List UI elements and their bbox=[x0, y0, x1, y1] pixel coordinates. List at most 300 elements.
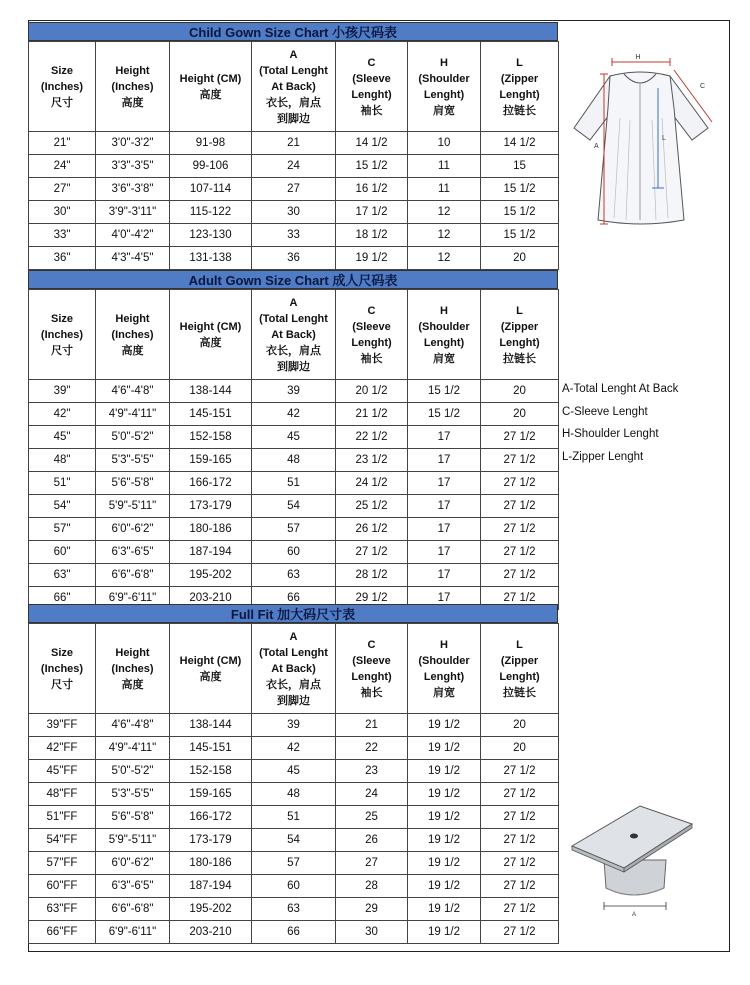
column-header bbox=[29, 42, 96, 132]
table-cell: 203-210 bbox=[170, 921, 252, 944]
header-line: (Inches) bbox=[111, 80, 154, 93]
table-cell: 173-179 bbox=[170, 829, 252, 852]
header-line: (Inches) bbox=[40, 80, 84, 93]
table-cell: 6'0"-6'2" bbox=[96, 852, 170, 875]
header-line: 高度 bbox=[121, 344, 144, 357]
column-header bbox=[408, 290, 481, 380]
table-cell: 54 bbox=[252, 829, 336, 852]
table-cell: 27 1/2 bbox=[481, 921, 559, 944]
header-line: A bbox=[289, 296, 298, 309]
header-line: Lenght) bbox=[499, 670, 540, 683]
graduation-cap-icon bbox=[568, 802, 698, 920]
header-line: At Back) bbox=[271, 328, 316, 341]
table-cell: 6'0"-6'2" bbox=[96, 518, 170, 541]
header-line: Height bbox=[115, 64, 150, 77]
table-cell: 16 1/2 bbox=[336, 178, 408, 201]
table-cell: 195-202 bbox=[170, 898, 252, 921]
header-line: 尺寸 bbox=[51, 344, 73, 357]
column-header bbox=[96, 290, 170, 380]
table-cell: 159-165 bbox=[170, 783, 252, 806]
table-cell: 42 bbox=[252, 737, 336, 760]
table-cell: 66 bbox=[252, 921, 336, 944]
table-cell: 45" bbox=[29, 426, 96, 449]
table-cell: 45 bbox=[252, 760, 336, 783]
header-line: (Sleeve bbox=[352, 654, 391, 667]
table-cell: 173-179 bbox=[170, 495, 252, 518]
column-header bbox=[408, 624, 481, 714]
header-line: C bbox=[367, 304, 376, 317]
column-header bbox=[170, 42, 252, 132]
table-cell: 21 bbox=[252, 132, 336, 155]
table-cell: 25 1/2 bbox=[336, 495, 408, 518]
table-cell: 57 bbox=[252, 518, 336, 541]
table-cell: 5'9"-5'11" bbox=[96, 495, 170, 518]
table-cell: 138-144 bbox=[170, 714, 252, 737]
table-cell: 27 1/2 bbox=[481, 783, 559, 806]
table-cell: 54"FF bbox=[29, 829, 96, 852]
header-line: 肩宽 bbox=[433, 104, 455, 117]
table-cell: 27 1/2 bbox=[481, 829, 559, 852]
table-cell: 29 bbox=[336, 898, 408, 921]
table-cell: 60 bbox=[252, 875, 336, 898]
table-row bbox=[29, 155, 559, 178]
header-line: 高度 bbox=[199, 336, 222, 349]
header-line: (Shoulder bbox=[418, 72, 470, 85]
column-header bbox=[170, 290, 252, 380]
table-row bbox=[29, 380, 559, 403]
column-header bbox=[96, 42, 170, 132]
table-cell: 180-186 bbox=[170, 852, 252, 875]
table-cell: 60"FF bbox=[29, 875, 96, 898]
table-cell: 6'9"-6'11" bbox=[96, 587, 170, 610]
header-line: (Sleeve bbox=[352, 72, 391, 85]
table-cell: 3'6"-3'8" bbox=[96, 178, 170, 201]
table-cell: 17 bbox=[408, 472, 481, 495]
table-cell: 17 bbox=[408, 564, 481, 587]
gown-label-l: L bbox=[662, 135, 666, 142]
table-row bbox=[29, 201, 559, 224]
header-line: (Total Lenght bbox=[259, 646, 328, 659]
table-cell: 27 bbox=[252, 178, 336, 201]
table-cell: 27 1/2 bbox=[481, 564, 559, 587]
table-cell: 39 bbox=[252, 714, 336, 737]
table-cell: 27 1/2 bbox=[481, 449, 559, 472]
header-line: A bbox=[289, 630, 298, 643]
table-cell: 45"FF bbox=[29, 760, 96, 783]
table-row bbox=[29, 714, 559, 737]
table-cell: 17 bbox=[408, 495, 481, 518]
table-cell: 18 1/2 bbox=[336, 224, 408, 247]
header-line: Lenght) bbox=[423, 88, 465, 101]
column-header bbox=[170, 624, 252, 714]
table-cell: 39 bbox=[252, 380, 336, 403]
header-line: (Inches) bbox=[111, 328, 154, 341]
table-cell: 63" bbox=[29, 564, 96, 587]
table-cell: 23 bbox=[336, 760, 408, 783]
header-line: Lenght) bbox=[351, 670, 392, 683]
header-line: 到脚边 bbox=[277, 112, 310, 125]
table-cell: 19 1/2 bbox=[408, 875, 481, 898]
table-cell: 19 1/2 bbox=[408, 760, 481, 783]
table-cell: 15 1/2 bbox=[481, 201, 559, 224]
table-cell: 14 1/2 bbox=[336, 132, 408, 155]
table-cell: 39"FF bbox=[29, 714, 96, 737]
gown-label-a: A bbox=[594, 143, 599, 150]
table-cell: 57" bbox=[29, 518, 96, 541]
column-header bbox=[29, 290, 96, 380]
table-cell: 145-151 bbox=[170, 403, 252, 426]
column-header bbox=[252, 42, 336, 132]
header-line: Lenght) bbox=[499, 336, 540, 349]
table-cell: 51"FF bbox=[29, 806, 96, 829]
column-header bbox=[252, 290, 336, 380]
header-line: At Back) bbox=[271, 662, 316, 675]
table-cell: 187-194 bbox=[170, 541, 252, 564]
header-line: H bbox=[440, 56, 448, 69]
table-cell: 152-158 bbox=[170, 760, 252, 783]
table-cell: 48 bbox=[252, 783, 336, 806]
table-cell: 15 1/2 bbox=[336, 155, 408, 178]
table-cell: 57"FF bbox=[29, 852, 96, 875]
full-fit-size-section bbox=[28, 604, 558, 944]
table-cell: 48 bbox=[252, 449, 336, 472]
table-row bbox=[29, 921, 559, 944]
header-line: C bbox=[367, 638, 376, 651]
header-line: 拉链长 bbox=[503, 352, 536, 365]
table-cell: 187-194 bbox=[170, 875, 252, 898]
table-cell: 17 bbox=[408, 587, 481, 610]
header-line: 尺寸 bbox=[51, 96, 73, 109]
table-cell: 4'9"-4'11" bbox=[96, 403, 170, 426]
column-header bbox=[408, 42, 481, 132]
table-cell: 33" bbox=[29, 224, 96, 247]
table-row bbox=[29, 247, 559, 270]
header-line: Lenght) bbox=[499, 88, 540, 101]
table-cell: 4'9"-4'11" bbox=[96, 737, 170, 760]
table-cell: 4'0"-4'2" bbox=[96, 224, 170, 247]
table-cell: 6'3"-6'5" bbox=[96, 875, 170, 898]
table-cell: 166-172 bbox=[170, 806, 252, 829]
legend-item-l: L-Zipper Lenght bbox=[562, 450, 644, 463]
table-cell: 22 1/2 bbox=[336, 426, 408, 449]
gown-label-h: H bbox=[635, 54, 641, 61]
table-cell: 17 bbox=[408, 541, 481, 564]
header-line: (Sleeve bbox=[352, 320, 391, 333]
table-cell: 36" bbox=[29, 247, 96, 270]
table-cell: 15 bbox=[481, 155, 559, 178]
section-title: Child Gown Size Chart 小孩尺码表 bbox=[28, 22, 558, 41]
table-cell: 54 bbox=[252, 495, 336, 518]
table-cell: 63 bbox=[252, 898, 336, 921]
table-cell: 14 1/2 bbox=[481, 132, 559, 155]
table-cell: 19 1/2 bbox=[336, 247, 408, 270]
table-cell: 10 bbox=[408, 132, 481, 155]
table-cell: 20 bbox=[481, 737, 559, 760]
header-line: (Zipper bbox=[500, 72, 539, 85]
header-line: 衣长，肩点 bbox=[266, 96, 321, 109]
column-header bbox=[481, 290, 559, 380]
table-row bbox=[29, 541, 559, 564]
table-cell: 6'9"-6'11" bbox=[96, 921, 170, 944]
table-cell: 91-98 bbox=[170, 132, 252, 155]
table-row bbox=[29, 495, 559, 518]
table-cell: 138-144 bbox=[170, 380, 252, 403]
header-line: 衣长，肩点 bbox=[266, 678, 321, 691]
table-row bbox=[29, 224, 559, 247]
table-cell: 21 bbox=[336, 714, 408, 737]
table-cell: 27 1/2 bbox=[481, 541, 559, 564]
table-cell: 145-151 bbox=[170, 737, 252, 760]
table-cell: 45 bbox=[252, 426, 336, 449]
column-header bbox=[96, 624, 170, 714]
table-cell: 66" bbox=[29, 587, 96, 610]
table-row bbox=[29, 518, 559, 541]
graduation-gown-icon bbox=[566, 48, 716, 228]
table-row bbox=[29, 783, 559, 806]
table-cell: 20 bbox=[481, 714, 559, 737]
table-cell: 19 1/2 bbox=[408, 829, 481, 852]
table-header-row bbox=[29, 290, 559, 380]
column-header bbox=[336, 290, 408, 380]
header-line: (Shoulder bbox=[418, 654, 470, 667]
table-cell: 27 1/2 bbox=[481, 875, 559, 898]
table-cell: 17 bbox=[408, 518, 481, 541]
header-line: Height (CM) bbox=[179, 72, 242, 85]
header-line: 尺寸 bbox=[51, 678, 73, 691]
table-cell: 6'6"-6'8" bbox=[96, 564, 170, 587]
table-cell: 51" bbox=[29, 472, 96, 495]
table-cell: 66 bbox=[252, 587, 336, 610]
header-line: 到脚边 bbox=[277, 360, 310, 373]
table-cell: 27 1/2 bbox=[481, 472, 559, 495]
table-cell: 20 bbox=[481, 247, 559, 270]
legend-item-h: H-Shoulder Lenght bbox=[562, 428, 659, 440]
column-header bbox=[481, 624, 559, 714]
table-header-row bbox=[29, 42, 559, 132]
table-cell: 5'6"-5'8" bbox=[96, 472, 170, 495]
section-title: Full Fit 加大码尺寸表 bbox=[28, 604, 558, 623]
column-header bbox=[336, 624, 408, 714]
table-header-row bbox=[29, 624, 559, 714]
table-row bbox=[29, 426, 559, 449]
table-cell: 6'3"-6'5" bbox=[96, 541, 170, 564]
size-table bbox=[28, 289, 559, 610]
table-row bbox=[29, 737, 559, 760]
table-cell: 26 bbox=[336, 829, 408, 852]
table-cell: 19 1/2 bbox=[408, 714, 481, 737]
table-cell: 30 bbox=[252, 201, 336, 224]
table-cell: 42" bbox=[29, 403, 96, 426]
table-cell: 115-122 bbox=[170, 201, 252, 224]
table-cell: 36 bbox=[252, 247, 336, 270]
table-cell: 15 1/2 bbox=[481, 178, 559, 201]
table-row bbox=[29, 178, 559, 201]
table-cell: 24 1/2 bbox=[336, 472, 408, 495]
header-line: (Zipper bbox=[500, 320, 539, 333]
header-line: Height bbox=[115, 646, 150, 659]
header-line: (Zipper bbox=[500, 654, 539, 667]
table-cell: 123-130 bbox=[170, 224, 252, 247]
table-cell: 28 1/2 bbox=[336, 564, 408, 587]
table-cell: 131-138 bbox=[170, 247, 252, 270]
header-line: Lenght) bbox=[423, 670, 465, 683]
table-cell: 27 1/2 bbox=[481, 806, 559, 829]
cap-label-a: A bbox=[631, 912, 637, 918]
table-cell: 195-202 bbox=[170, 564, 252, 587]
table-cell: 63 bbox=[252, 564, 336, 587]
table-cell: 17 1/2 bbox=[336, 201, 408, 224]
adult-size-section bbox=[28, 270, 558, 610]
header-line: 肩宽 bbox=[433, 686, 455, 699]
table-cell: 11 bbox=[408, 155, 481, 178]
child-size-section bbox=[28, 22, 558, 270]
table-cell: 25 bbox=[336, 806, 408, 829]
table-cell: 28 bbox=[336, 875, 408, 898]
header-line: At Back) bbox=[271, 80, 316, 93]
header-line: Lenght) bbox=[423, 336, 465, 349]
table-cell: 54" bbox=[29, 495, 96, 518]
legend-item-a: A-Total Lenght At Back bbox=[562, 383, 679, 395]
table-cell: 19 1/2 bbox=[408, 898, 481, 921]
table-cell: 17 bbox=[408, 449, 481, 472]
table-cell: 203-210 bbox=[170, 587, 252, 610]
header-line: 肩宽 bbox=[433, 352, 455, 365]
header-line: Size bbox=[50, 312, 73, 325]
table-cell: 27 1/2 bbox=[481, 426, 559, 449]
table-row bbox=[29, 472, 559, 495]
header-line: 袖长 bbox=[360, 104, 383, 117]
table-cell: 5'6"-5'8" bbox=[96, 806, 170, 829]
table-row bbox=[29, 132, 559, 155]
table-cell: 27 1/2 bbox=[481, 495, 559, 518]
table-cell: 4'3"-4'5" bbox=[96, 247, 170, 270]
table-cell: 27" bbox=[29, 178, 96, 201]
table-cell: 29 1/2 bbox=[336, 587, 408, 610]
header-line: 高度 bbox=[199, 88, 222, 101]
table-cell: 24" bbox=[29, 155, 96, 178]
table-cell: 20 1/2 bbox=[336, 380, 408, 403]
table-cell: 27 1/2 bbox=[481, 518, 559, 541]
table-cell: 27 1/2 bbox=[481, 852, 559, 875]
table-row bbox=[29, 852, 559, 875]
column-header bbox=[29, 624, 96, 714]
header-line: H bbox=[440, 304, 448, 317]
table-cell: 30 bbox=[336, 921, 408, 944]
header-line: (Inches) bbox=[40, 328, 84, 341]
table-cell: 15 1/2 bbox=[408, 380, 481, 403]
section-title: Adult Gown Size Chart 成人尺码表 bbox=[28, 270, 558, 289]
header-line: A bbox=[289, 48, 298, 61]
table-cell: 21" bbox=[29, 132, 96, 155]
table-cell: 5'3"-5'5" bbox=[96, 783, 170, 806]
table-cell: 20 bbox=[481, 380, 559, 403]
header-line: 袖长 bbox=[360, 686, 383, 699]
table-cell: 19 1/2 bbox=[408, 806, 481, 829]
header-line: Height bbox=[115, 312, 150, 325]
table-cell: 15 1/2 bbox=[481, 224, 559, 247]
table-cell: 11 bbox=[408, 178, 481, 201]
table-cell: 180-186 bbox=[170, 518, 252, 541]
header-line: 到脚边 bbox=[277, 694, 310, 707]
table-cell: 27 1/2 bbox=[481, 760, 559, 783]
table-cell: 57 bbox=[252, 852, 336, 875]
table-cell: 4'6"-4'8" bbox=[96, 714, 170, 737]
table-row bbox=[29, 760, 559, 783]
header-line: 高度 bbox=[199, 670, 222, 683]
header-line: 拉链长 bbox=[503, 686, 536, 699]
table-cell: 48" bbox=[29, 449, 96, 472]
table-cell: 4'6"-4'8" bbox=[96, 380, 170, 403]
header-line: L bbox=[516, 56, 523, 69]
header-line: Lenght) bbox=[351, 88, 392, 101]
table-cell: 27 1/2 bbox=[336, 541, 408, 564]
size-table bbox=[28, 41, 559, 270]
table-row bbox=[29, 875, 559, 898]
table-cell: 51 bbox=[252, 806, 336, 829]
table-cell: 12 bbox=[408, 247, 481, 270]
table-cell: 99-106 bbox=[170, 155, 252, 178]
table-cell: 17 bbox=[408, 426, 481, 449]
table-row bbox=[29, 806, 559, 829]
table-cell: 19 1/2 bbox=[408, 852, 481, 875]
table-cell: 60" bbox=[29, 541, 96, 564]
header-line: L bbox=[516, 304, 523, 317]
table-cell: 107-114 bbox=[170, 178, 252, 201]
header-line: (Inches) bbox=[111, 662, 154, 675]
column-header bbox=[481, 42, 559, 132]
table-cell: 5'3"-5'5" bbox=[96, 449, 170, 472]
table-cell: 27 bbox=[336, 852, 408, 875]
table-cell: 51 bbox=[252, 472, 336, 495]
header-line: 高度 bbox=[121, 678, 144, 691]
table-cell: 166-172 bbox=[170, 472, 252, 495]
header-line: (Inches) bbox=[40, 662, 84, 675]
header-line: Size bbox=[50, 64, 73, 77]
header-line: Height (CM) bbox=[179, 654, 242, 667]
table-cell: 3'9"-3'11" bbox=[96, 201, 170, 224]
measurement-legend bbox=[562, 378, 678, 468]
table-cell: 39" bbox=[29, 380, 96, 403]
table-cell: 152-158 bbox=[170, 426, 252, 449]
table-row bbox=[29, 403, 559, 426]
table-cell: 159-165 bbox=[170, 449, 252, 472]
table-cell: 33 bbox=[252, 224, 336, 247]
header-line: C bbox=[367, 56, 376, 69]
table-cell: 22 bbox=[336, 737, 408, 760]
header-line: 袖长 bbox=[360, 352, 383, 365]
table-cell: 3'0"-3'2" bbox=[96, 132, 170, 155]
table-row bbox=[29, 449, 559, 472]
header-line: Height (CM) bbox=[179, 320, 242, 333]
header-line: L bbox=[516, 638, 523, 651]
column-header bbox=[252, 624, 336, 714]
table-cell: 27 1/2 bbox=[481, 898, 559, 921]
legend-item-c: C-Sleeve Lenght bbox=[562, 405, 648, 418]
header-line: Lenght) bbox=[351, 336, 392, 349]
table-cell: 5'9"-5'11" bbox=[96, 829, 170, 852]
table-cell: 24 bbox=[336, 783, 408, 806]
table-row bbox=[29, 898, 559, 921]
header-line: 衣长，肩点 bbox=[266, 344, 321, 357]
header-line: 拉链长 bbox=[503, 104, 536, 117]
table-cell: 12 bbox=[408, 224, 481, 247]
table-row bbox=[29, 564, 559, 587]
gown-label-c: C bbox=[700, 83, 706, 90]
table-cell: 42"FF bbox=[29, 737, 96, 760]
table-cell: 15 1/2 bbox=[408, 403, 481, 426]
table-cell: 30" bbox=[29, 201, 96, 224]
table-cell: 5'0"-5'2" bbox=[96, 426, 170, 449]
